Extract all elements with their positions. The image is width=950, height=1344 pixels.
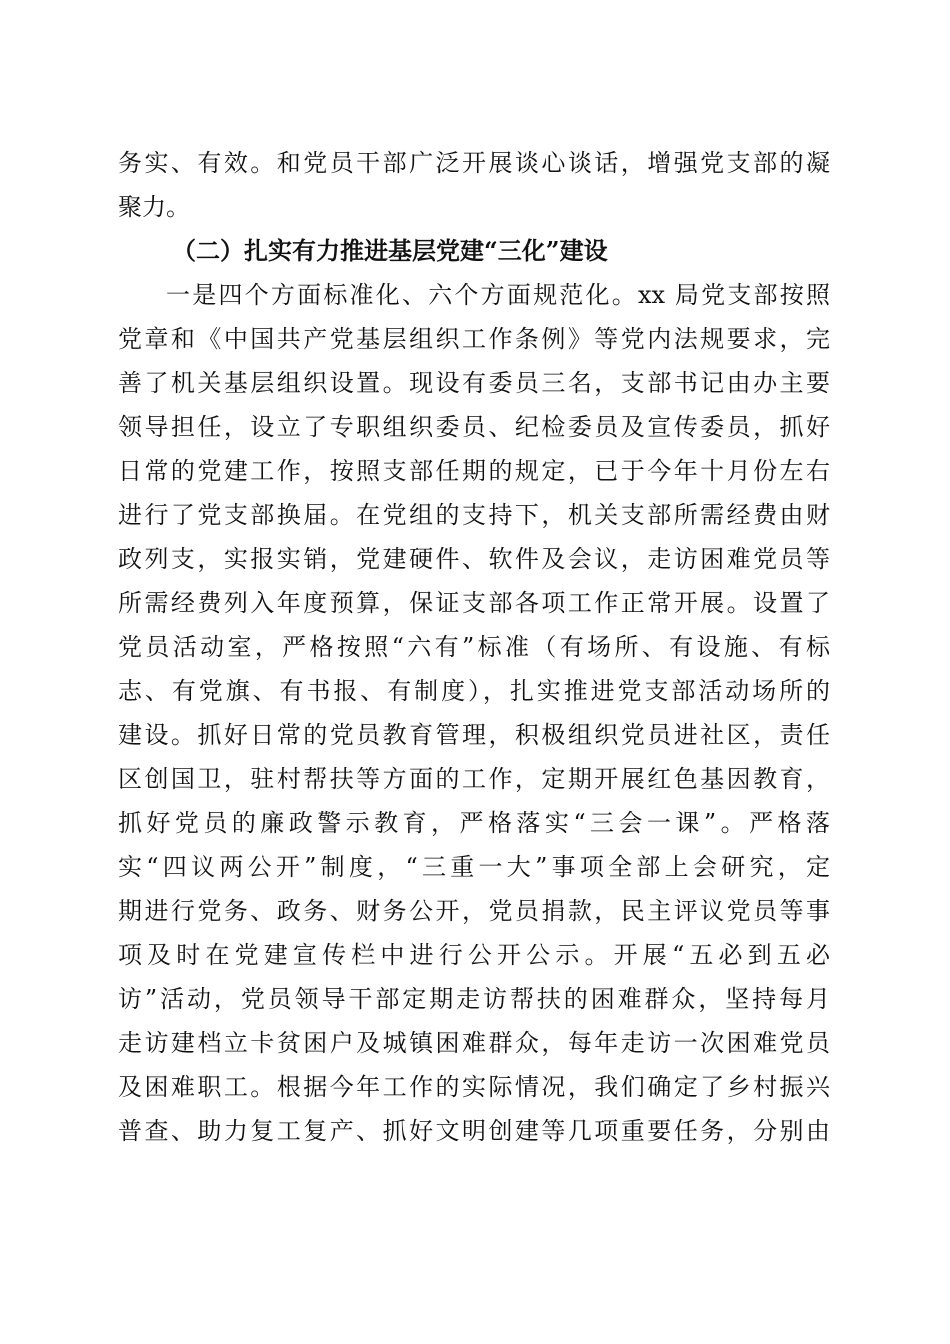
text-line: 党员活动室，严格按照“六有”标准（有场所、有设施、有标 [118,633,830,661]
text-line: 日常的党建工作，按照支部任期的规定，已于今年十月份左右 [118,457,830,485]
text-line: 党章和《中国共产党基层组织工作条例》等党内法规要求，完 [118,325,830,353]
text-line: 走访建档立卡贫困户及城镇困难群众，每年走访一次困难党员 [118,1029,830,1057]
section-heading: （二）扎实有力推进基层党建“三化”建设 [172,236,608,265]
text-line: 务实、有效。和党员干部广泛开展谈心谈话，增强党支部的凝 [118,149,830,177]
text-line: 进行了党支部换届。在党组的支持下，机关支部所需经费由财 [118,501,830,529]
text-line: 期进行党务、政务、财务公开，党员捐款，民主评议党员等事 [118,897,830,925]
text-line: 领导担任，设立了专职组织委员、纪检委员及宣传委员，抓好 [118,413,830,441]
text-line: 普查、助力复工复产、抓好文明创建等几项重要任务，分别由 [118,1117,830,1145]
text-line: 区创国卫，驻村帮扶等方面的工作，定期开展红色基因教育， [118,765,830,793]
text-line: 及困难职工。根据今年工作的实际情况，我们确定了乡村振兴 [118,1073,830,1101]
text-line: 志、有党旗、有书报、有制度），扎实推进党支部活动场所的 [118,677,830,705]
text-line: 善了机关基层组织设置。现设有委员三名，支部书记由办主要 [118,369,830,397]
text-line: 抓好党员的廉政警示教育，严格落实“三会一课”。严格落 [118,809,830,837]
text-line: 政列支，实报实销，党建硬件、软件及会议，走访困难党员等 [118,545,830,573]
text-line: 访”活动，党员领导干部定期走访帮扶的困难群众，坚持每月 [118,985,830,1013]
text-line: 所需经费列入年度预算，保证支部各项工作正常开展。设置了 [118,589,830,617]
text-line: 聚力。 [118,193,190,221]
paragraph-lead: 一是四个方面标准化、六个方面规范化。xx 局党支部按照 [166,281,830,309]
text-line: 实“四议两公开”制度，“三重一大”事项全部上会研究，定 [118,853,830,881]
text-line: 项及时在党建宣传栏中进行公开公示。开展“五必到五必 [118,941,830,969]
text-line: 建设。抓好日常的党员教育管理，积极组织党员进社区，责任 [118,721,830,749]
